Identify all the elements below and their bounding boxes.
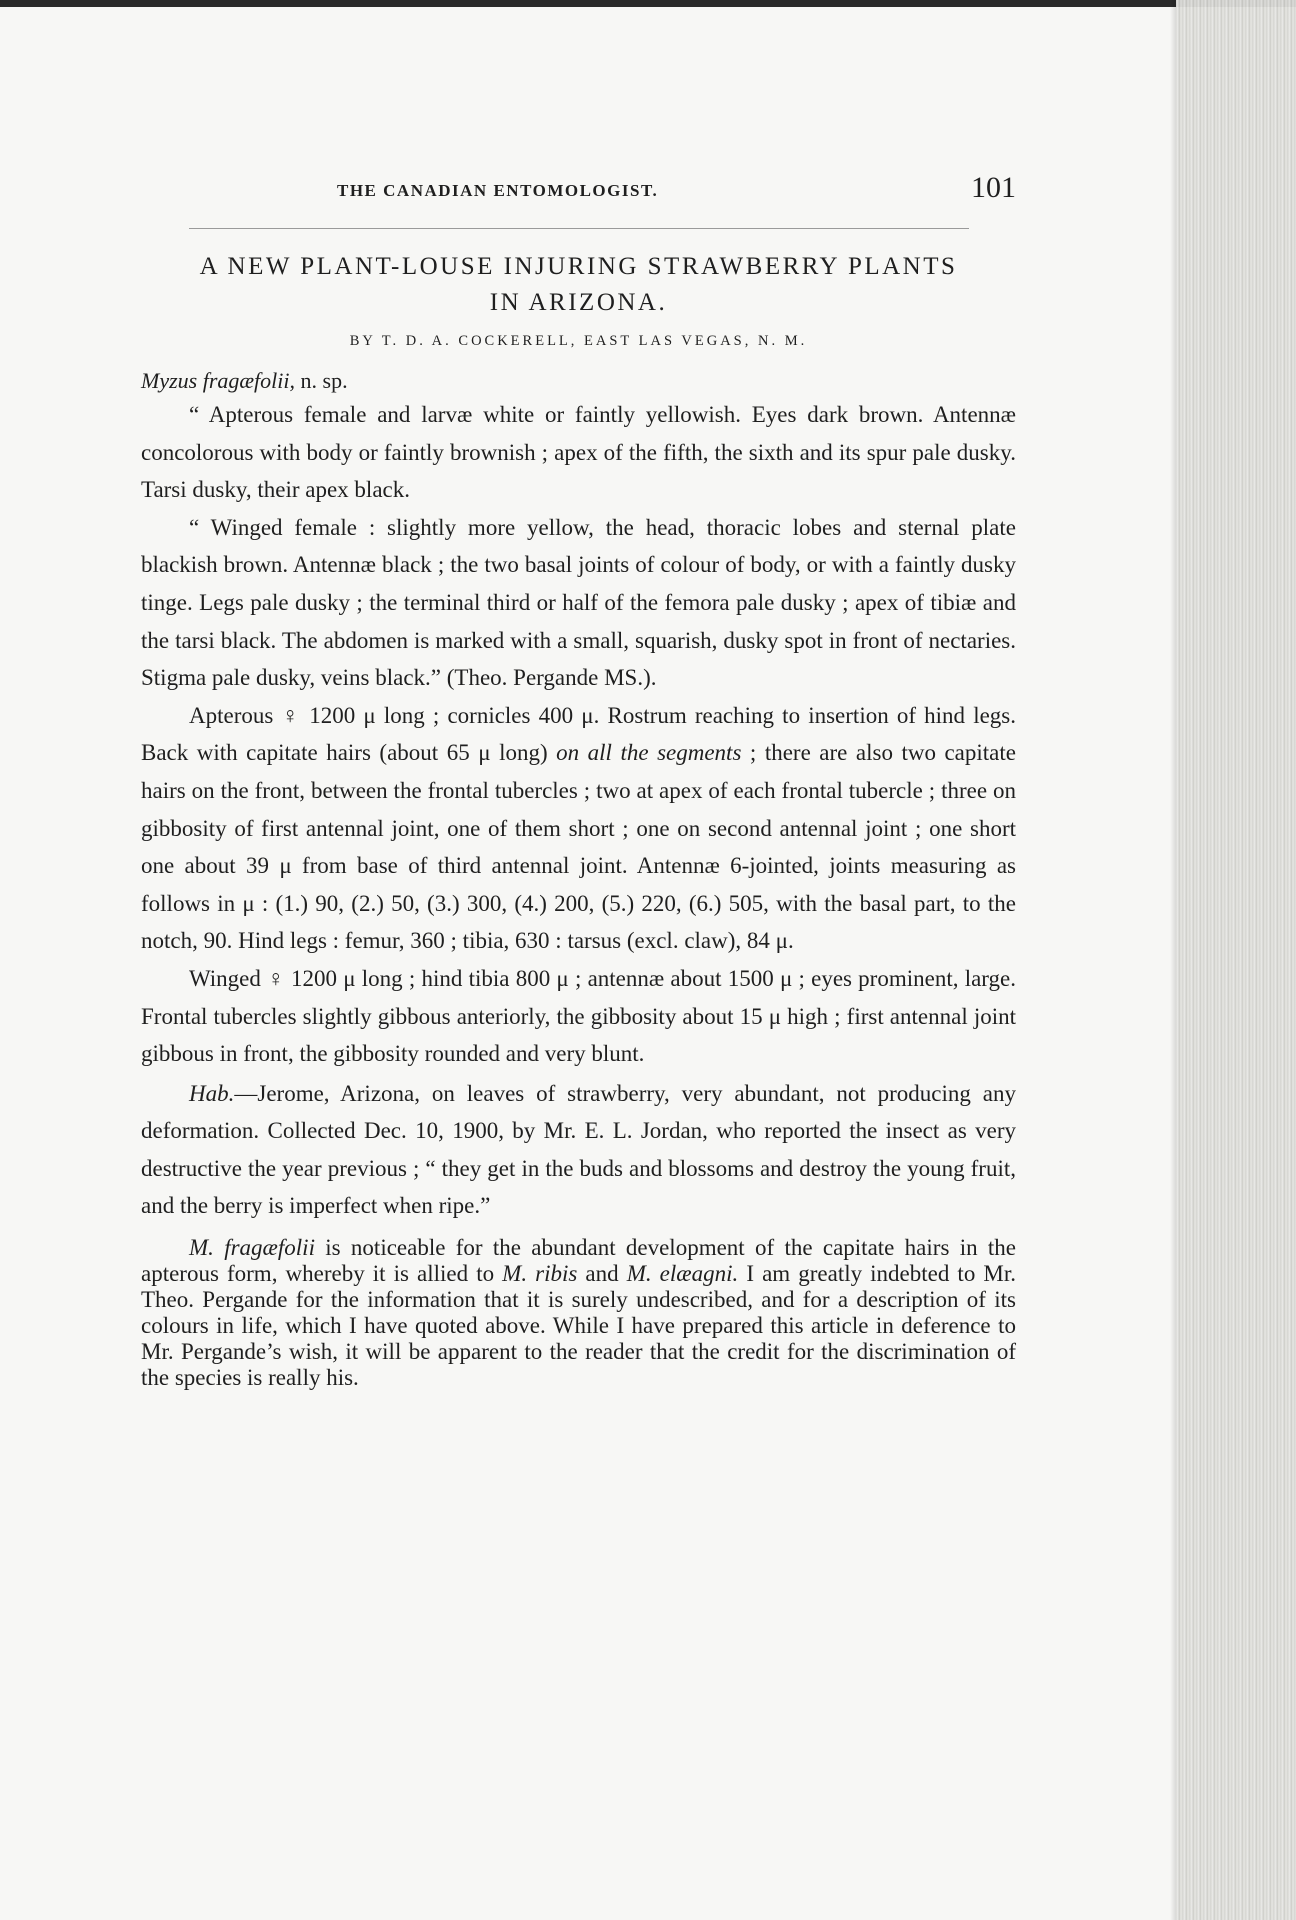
species-status: n. sp.: [295, 368, 348, 393]
scan-top-edge: [0, 0, 1296, 7]
page-number: 101: [971, 171, 1016, 204]
journal-page: [141, 170, 1016, 1391]
apterous-measurements-paragraph: [141, 697, 1016, 960]
apterous-text-1: Apterous ♀ 1200 μ long ; cornicles 400 μ. Rostrum reaching to insertion of hind legs. Back with capitate hairs (about 65 μ long): [141, 702, 1016, 766]
running-head: [141, 170, 1016, 210]
closing-species-elaeagni: M. elæagni.: [626, 1261, 739, 1287]
closing-species-ribis: M. ribis: [502, 1261, 578, 1287]
article-title-line-2: IN ARIZONA.: [489, 289, 668, 316]
article-title: [141, 249, 1016, 321]
closing-species-name: M. fragæfolii: [189, 1235, 315, 1261]
closing-text-1: is noticeable for the abundant development of the capitate hairs in the apterous form, whereby it is allied to: [141, 1235, 1017, 1287]
author-byline: BY T. D. A. COCKERELL, EAST LAS VEGAS, N. M.: [349, 333, 808, 349]
habitat-paragraph: [141, 1075, 1016, 1225]
apterous-emphasis: on all the segments: [556, 740, 742, 766]
journal-title: THE CANADIAN ENTOMOLOGIST.: [337, 181, 659, 200]
header-rule: [189, 228, 969, 229]
closing-text-3: I am greatly indebted to Mr. Theo. Pergande for the information that it is surely undescribed, and for a description of its colours in life, which I have quoted above. While I have prepared this article in deference to Mr. Pergande’s wish, it will be apparent to the reader that the credit for the discrimination of the species is really his.: [141, 1261, 1016, 1391]
habitat-text: —Jerome, Arizona, on leaves of strawberry, very abundant, not producing any deformation. Collected Dec. 10, 1900, by Mr. E. L. Jordan, who reported the insect as very destructive the year previous ; “ they get in the buds and blossoms and destroy the young fruit, and the berry is imperfect when ripe.”: [141, 1080, 1016, 1219]
apterous-text-2: ; there are also two capitate hairs on the front, between the frontal tubercles ; two at apex of each frontal tubercle ; three on gibbosity of first antennal joint, one of them short ; one on second antennal joint ; one short one about 39 μ from base of third antennal joint. Antennæ 6-jointed, joints measuring as follows in μ : (1.) 90, (2.) 50, (3.) 300, (4.) 200, (5.) 220, (6.) 505, with the basal part, to the notch, 90. Hind legs : femur, 360 ; tibia, 630 : tarsus (excl. claw), 84 μ.: [141, 740, 1016, 954]
closing-text-2: and: [577, 1261, 627, 1287]
species-heading: [141, 366, 1016, 396]
winged-measurements-paragraph: Winged ♀ 1200 μ long ; hind tibia 800 μ ; antennæ about 1500 μ ; eyes prominent, large. Frontal tubercles slightly gibbous anteriorly, the gibbosity about 15 μ high ; first antennal joint gibbous in front, the gibbosity rounded and very blunt.: [141, 965, 1016, 1067]
article-title-line-1: A NEW PLANT-LOUSE INJURING STRAWBERRY PLANTS: [199, 253, 958, 280]
species-name: Myzus fragæfolii,: [141, 368, 296, 393]
quote-paragraph-apterous: “ Apterous female and larvæ white or faintly yellowish. Eyes dark brown. Antennæ concolorous with body or faintly brownish ; apex of the fifth, the sixth and its spur pale dusky. Tarsi dusky, their apex black.: [141, 402, 1016, 503]
closing-paragraph: [141, 1235, 1016, 1391]
quote-paragraph-winged: “ Winged female : slightly more yellow, the head, thoracic lobes and sternal plate blackish brown. Antennæ black ; the two basal joints of colour of body, or with a faintly dusky tinge. Legs pale dusky ; the terminal third or half of the femora pale dusky ; apex of tibiæ and the tarsi black. The abdomen is marked with a small, squarish, dusky spot in front of nectaries. Stigma pale dusky, veins black.” (Theo. Pergande MS.).: [141, 514, 1016, 691]
habitat-label: Hab.: [189, 1080, 235, 1106]
book-page-edges: [1176, 0, 1296, 1920]
